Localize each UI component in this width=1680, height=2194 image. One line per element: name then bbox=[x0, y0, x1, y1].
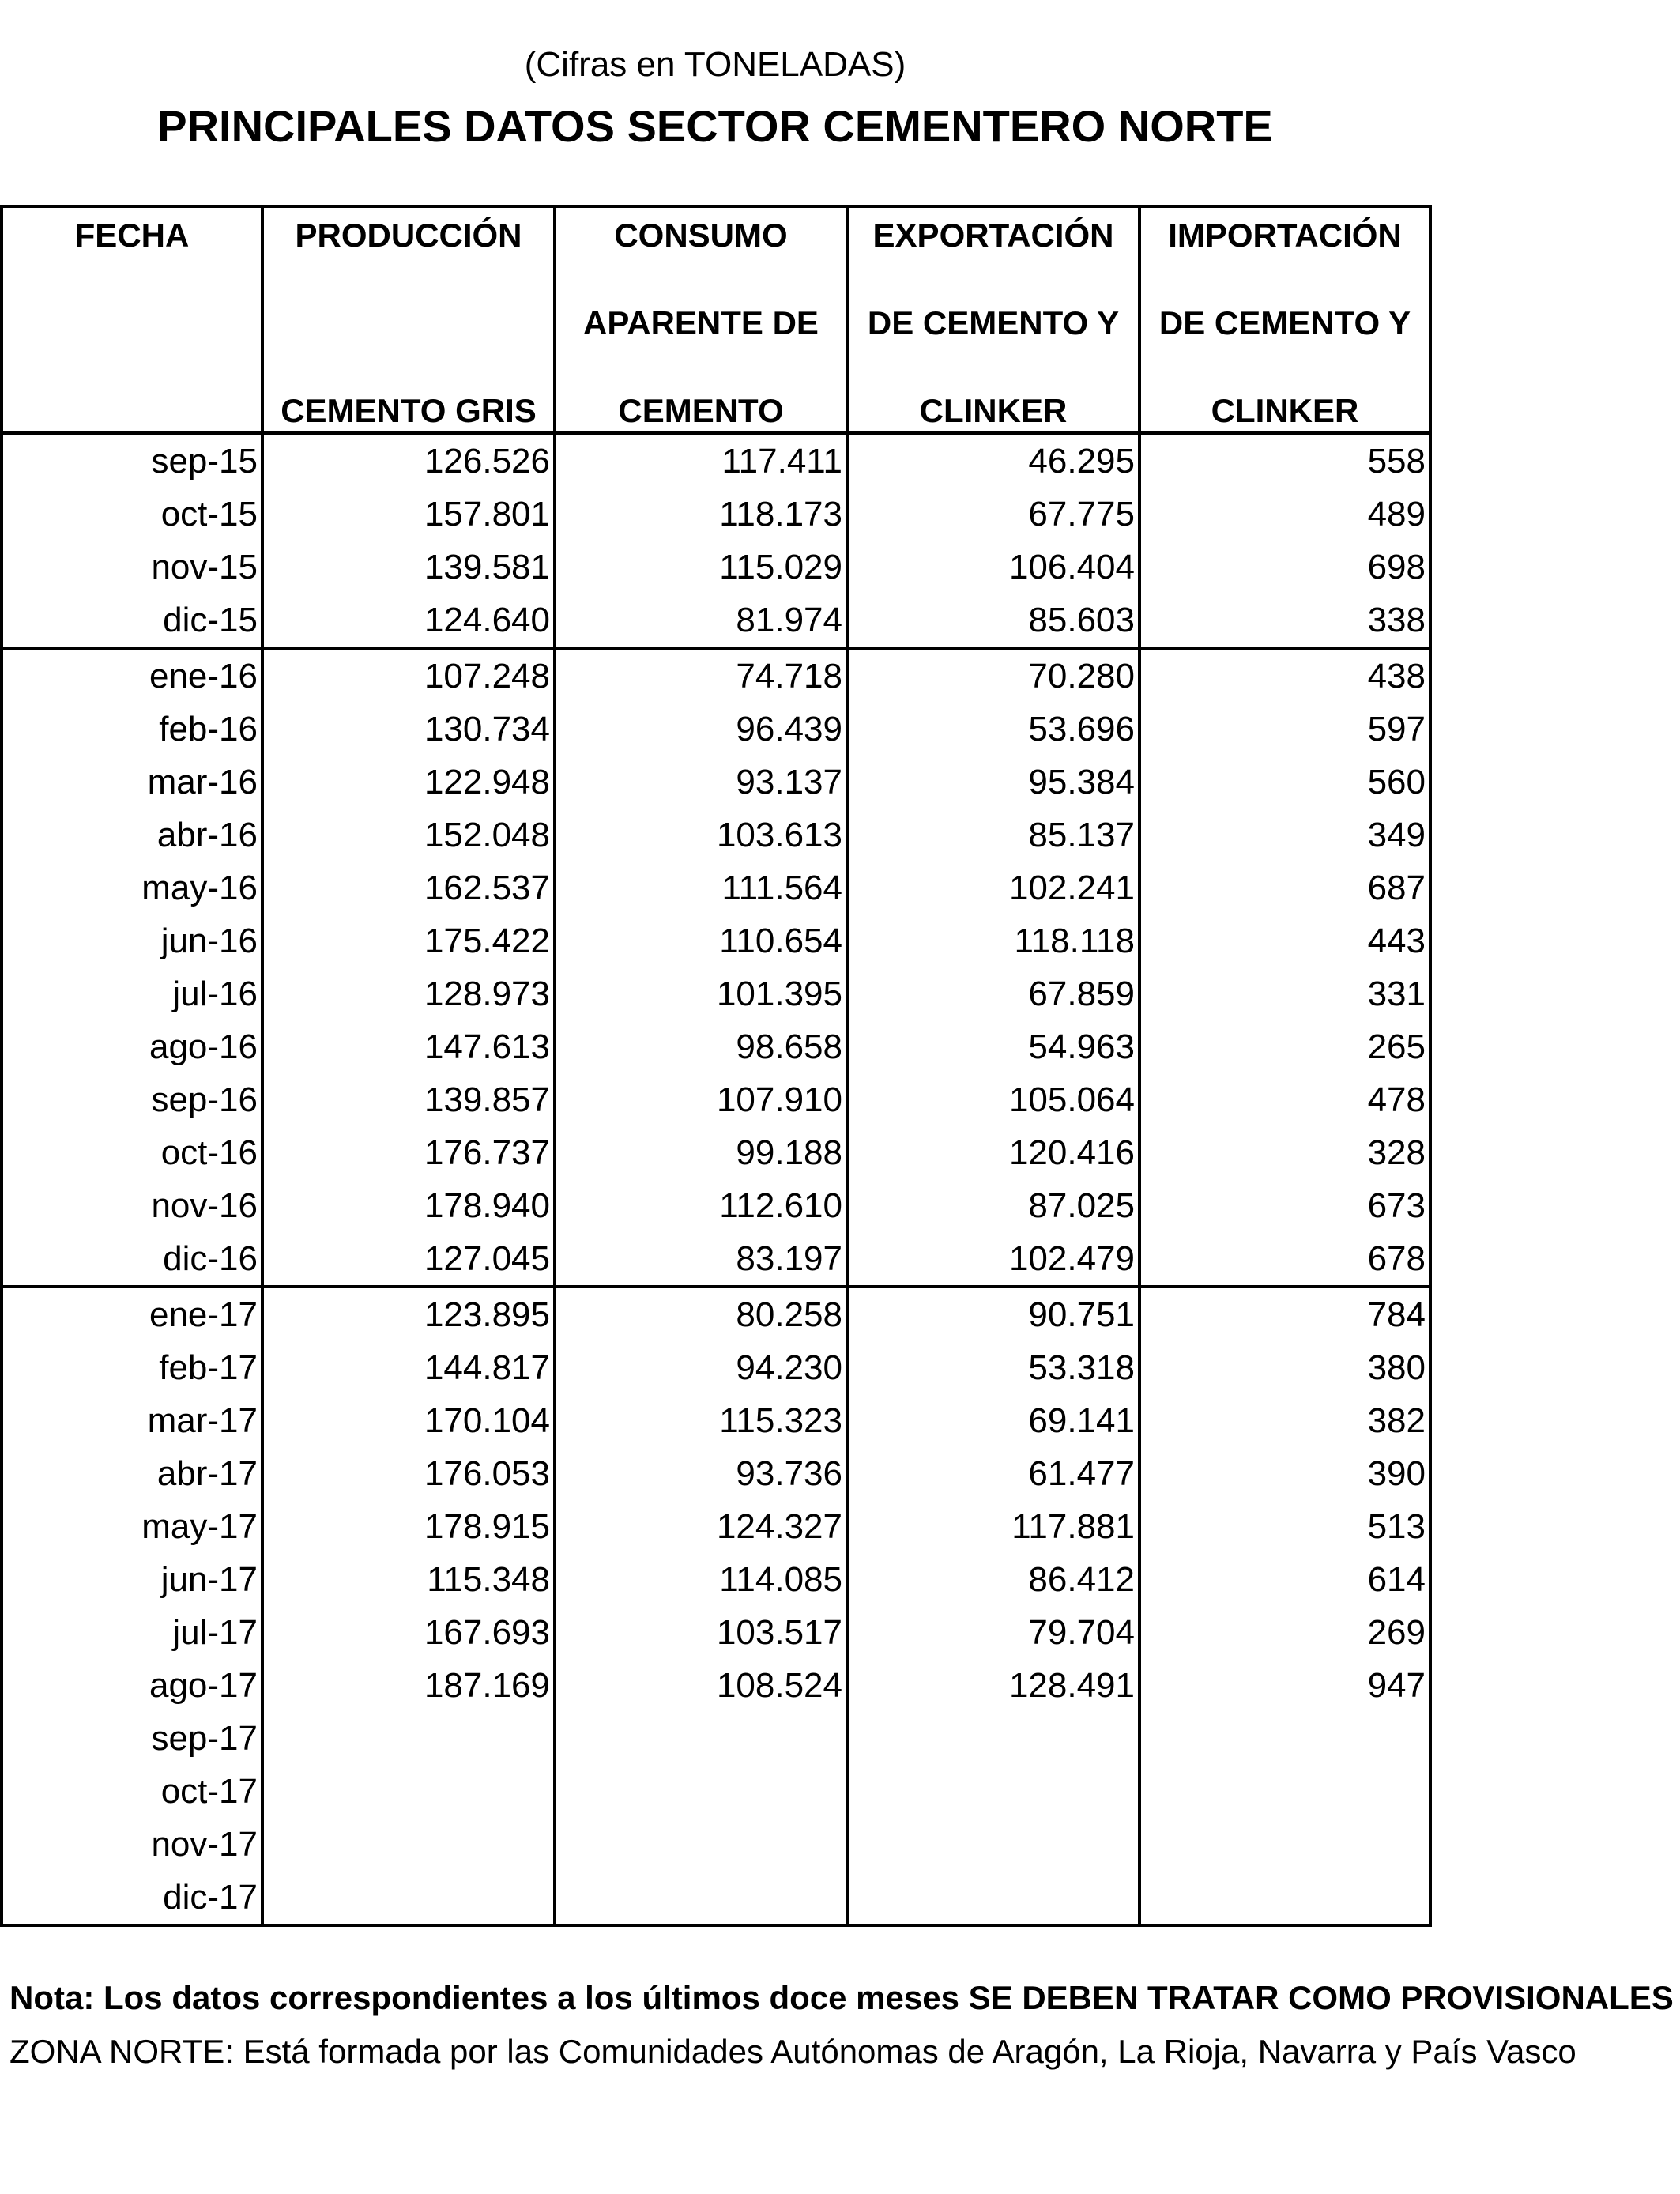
cell-fecha: nov-15 bbox=[2, 541, 262, 594]
cell-fecha: ago-16 bbox=[2, 1020, 262, 1073]
cell-importacion bbox=[1139, 1871, 1430, 1925]
cell-produccion: 178.915 bbox=[262, 1500, 555, 1553]
cell-importacion: 380 bbox=[1139, 1341, 1430, 1394]
cell-produccion: 128.973 bbox=[262, 967, 555, 1020]
cell-exportacion: 46.295 bbox=[847, 433, 1139, 488]
cell-produccion: 130.734 bbox=[262, 703, 555, 756]
cell-consumo: 115.029 bbox=[555, 541, 847, 594]
cell-exportacion: 105.064 bbox=[847, 1073, 1139, 1126]
table-row bbox=[2, 1712, 1430, 1765]
page-subtitle: (Cifras en TONELADAS) bbox=[524, 45, 906, 84]
table-row bbox=[2, 1020, 1430, 1073]
cell-importacion: 687 bbox=[1139, 861, 1430, 914]
table-row bbox=[2, 1126, 1430, 1179]
cell-consumo: 114.085 bbox=[555, 1553, 847, 1606]
cell-produccion: 107.248 bbox=[262, 648, 555, 703]
table-row bbox=[2, 1447, 1430, 1500]
cell-importacion: 489 bbox=[1139, 488, 1430, 541]
cell-importacion: 614 bbox=[1139, 1553, 1430, 1606]
table-row bbox=[2, 1871, 1430, 1925]
cell-consumo: 107.910 bbox=[555, 1073, 847, 1126]
cell-consumo: 83.197 bbox=[555, 1232, 847, 1287]
cell-exportacion: 87.025 bbox=[847, 1179, 1139, 1232]
cell-importacion: 382 bbox=[1139, 1394, 1430, 1447]
cell-consumo: 103.613 bbox=[555, 809, 847, 861]
cell-importacion: 443 bbox=[1139, 914, 1430, 967]
header-produccion bbox=[262, 206, 555, 433]
cell-importacion: 390 bbox=[1139, 1447, 1430, 1500]
cell-importacion: 478 bbox=[1139, 1073, 1430, 1126]
cell-exportacion: 128.491 bbox=[847, 1659, 1139, 1712]
cell-exportacion: 117.881 bbox=[847, 1500, 1139, 1553]
cell-exportacion: 118.118 bbox=[847, 914, 1139, 967]
cell-produccion: 126.526 bbox=[262, 433, 555, 488]
cell-fecha: sep-16 bbox=[2, 1073, 262, 1126]
cell-fecha: may-16 bbox=[2, 861, 262, 914]
table-row bbox=[2, 1659, 1430, 1712]
cell-exportacion: 120.416 bbox=[847, 1126, 1139, 1179]
cell-consumo: 115.323 bbox=[555, 1394, 847, 1447]
cell-importacion: 673 bbox=[1139, 1179, 1430, 1232]
cell-consumo bbox=[555, 1765, 847, 1818]
cell-consumo: 117.411 bbox=[555, 433, 847, 488]
cell-produccion: 176.737 bbox=[262, 1126, 555, 1179]
cell-importacion: 784 bbox=[1139, 1287, 1430, 1341]
header-line bbox=[264, 296, 553, 383]
cell-importacion: 698 bbox=[1139, 541, 1430, 594]
table-row bbox=[2, 488, 1430, 541]
table-body bbox=[2, 433, 1430, 1926]
cell-exportacion: 54.963 bbox=[847, 1020, 1139, 1073]
cell-fecha: feb-16 bbox=[2, 703, 262, 756]
header-exportacion bbox=[847, 206, 1139, 433]
cell-exportacion: 53.318 bbox=[847, 1341, 1139, 1394]
cell-importacion: 947 bbox=[1139, 1659, 1430, 1712]
cell-fecha: abr-16 bbox=[2, 809, 262, 861]
cell-consumo: 98.658 bbox=[555, 1020, 847, 1073]
cell-produccion: 170.104 bbox=[262, 1394, 555, 1447]
cell-consumo: 124.327 bbox=[555, 1500, 847, 1553]
page-title: PRINCIPALES DATOS SECTOR CEMENTERO NORTE bbox=[157, 101, 1273, 151]
cell-consumo: 111.564 bbox=[555, 861, 847, 914]
cell-exportacion: 85.137 bbox=[847, 809, 1139, 861]
header-line bbox=[3, 296, 261, 383]
cell-produccion: 187.169 bbox=[262, 1659, 555, 1712]
cell-fecha: jul-16 bbox=[2, 967, 262, 1020]
cell-fecha: jul-17 bbox=[2, 1606, 262, 1659]
cell-importacion: 338 bbox=[1139, 594, 1430, 648]
cell-consumo bbox=[555, 1712, 847, 1765]
cell-importacion: 265 bbox=[1139, 1020, 1430, 1073]
cell-consumo: 94.230 bbox=[555, 1341, 847, 1394]
cell-fecha: oct-15 bbox=[2, 488, 262, 541]
cell-importacion: 513 bbox=[1139, 1500, 1430, 1553]
note-provisional: Nota: Los datos correspondientes a los últimos doce meses SE DEBEN TRATAR COMO PROVISIONALES bbox=[9, 1979, 1674, 2016]
header-importacion bbox=[1139, 206, 1430, 433]
cell-consumo: 112.610 bbox=[555, 1179, 847, 1232]
cell-importacion bbox=[1139, 1818, 1430, 1871]
cell-produccion: 124.640 bbox=[262, 594, 555, 648]
cell-exportacion: 95.384 bbox=[847, 756, 1139, 809]
cell-produccion: 162.537 bbox=[262, 861, 555, 914]
header-line bbox=[3, 383, 261, 431]
cell-importacion: 558 bbox=[1139, 433, 1430, 488]
header-consumo bbox=[555, 206, 847, 433]
header-line: DE CEMENTO Y bbox=[1158, 304, 1411, 341]
header-fecha bbox=[2, 206, 262, 433]
cell-fecha: ene-16 bbox=[2, 648, 262, 703]
cell-importacion: 331 bbox=[1139, 967, 1430, 1020]
cell-produccion: 122.948 bbox=[262, 756, 555, 809]
cell-fecha: jun-16 bbox=[2, 914, 262, 967]
cell-importacion: 597 bbox=[1139, 703, 1430, 756]
cell-produccion bbox=[262, 1712, 555, 1765]
cell-exportacion bbox=[847, 1765, 1139, 1818]
cell-fecha: ago-17 bbox=[2, 1659, 262, 1712]
cell-consumo: 74.718 bbox=[555, 648, 847, 703]
cell-fecha: oct-17 bbox=[2, 1765, 262, 1818]
cell-importacion: 328 bbox=[1139, 1126, 1430, 1179]
header-line: EXPORTACIÓN bbox=[872, 217, 1114, 254]
cell-produccion: 147.613 bbox=[262, 1020, 555, 1073]
header-line: PRODUCCIÓN bbox=[295, 217, 522, 254]
cell-fecha: sep-15 bbox=[2, 433, 262, 488]
header-line: IMPORTACIÓN bbox=[1168, 217, 1402, 254]
table-row bbox=[2, 433, 1430, 488]
cell-produccion bbox=[262, 1818, 555, 1871]
cell-exportacion: 53.696 bbox=[847, 703, 1139, 756]
cell-produccion bbox=[262, 1871, 555, 1925]
table-row bbox=[2, 1341, 1430, 1394]
cement-data-table bbox=[0, 205, 1432, 1927]
cell-fecha: abr-17 bbox=[2, 1447, 262, 1500]
cell-exportacion bbox=[847, 1818, 1139, 1871]
cell-produccion: 167.693 bbox=[262, 1606, 555, 1659]
cell-exportacion: 79.704 bbox=[847, 1606, 1139, 1659]
cell-importacion: 269 bbox=[1139, 1606, 1430, 1659]
cell-fecha: ene-17 bbox=[2, 1287, 262, 1341]
cell-fecha: mar-16 bbox=[2, 756, 262, 809]
table-row bbox=[2, 1553, 1430, 1606]
cell-consumo: 80.258 bbox=[555, 1287, 847, 1341]
cell-produccion: 139.857 bbox=[262, 1073, 555, 1126]
table-row bbox=[2, 1765, 1430, 1818]
cell-produccion: 152.048 bbox=[262, 809, 555, 861]
cell-fecha: oct-16 bbox=[2, 1126, 262, 1179]
cell-fecha: dic-17 bbox=[2, 1871, 262, 1925]
header-line: CLINKER bbox=[919, 392, 1068, 429]
cell-exportacion: 67.859 bbox=[847, 967, 1139, 1020]
cell-consumo: 118.173 bbox=[555, 488, 847, 541]
cell-exportacion: 90.751 bbox=[847, 1287, 1139, 1341]
header-line: CEMENTO bbox=[618, 392, 784, 429]
cell-exportacion: 61.477 bbox=[847, 1447, 1139, 1500]
cell-fecha: nov-17 bbox=[2, 1818, 262, 1871]
table-row bbox=[2, 914, 1430, 967]
table-row bbox=[2, 703, 1430, 756]
table-row bbox=[2, 809, 1430, 861]
header-line: FECHA bbox=[74, 217, 190, 254]
cell-exportacion bbox=[847, 1712, 1139, 1765]
cell-exportacion: 86.412 bbox=[847, 1553, 1139, 1606]
cell-exportacion bbox=[847, 1871, 1139, 1925]
cell-exportacion: 70.280 bbox=[847, 648, 1139, 703]
cell-consumo bbox=[555, 1818, 847, 1871]
header-row bbox=[2, 206, 1430, 433]
cell-importacion: 678 bbox=[1139, 1232, 1430, 1287]
table-row bbox=[2, 1818, 1430, 1871]
cell-fecha: dic-15 bbox=[2, 594, 262, 648]
cell-produccion: 115.348 bbox=[262, 1553, 555, 1606]
table-row bbox=[2, 967, 1430, 1020]
cell-importacion bbox=[1139, 1765, 1430, 1818]
cell-fecha: jun-17 bbox=[2, 1553, 262, 1606]
cell-fecha: nov-16 bbox=[2, 1179, 262, 1232]
table-row bbox=[2, 1500, 1430, 1553]
cell-fecha: feb-17 bbox=[2, 1341, 262, 1394]
table-row bbox=[2, 648, 1430, 703]
table-row bbox=[2, 1232, 1430, 1287]
cell-fecha: may-17 bbox=[2, 1500, 262, 1553]
table-row bbox=[2, 861, 1430, 914]
table-row bbox=[2, 1073, 1430, 1126]
header-line: APARENTE DE bbox=[583, 304, 819, 341]
cell-consumo: 103.517 bbox=[555, 1606, 847, 1659]
cell-consumo: 101.395 bbox=[555, 967, 847, 1020]
cell-produccion: 175.422 bbox=[262, 914, 555, 967]
cell-exportacion: 69.141 bbox=[847, 1394, 1139, 1447]
cell-consumo: 108.524 bbox=[555, 1659, 847, 1712]
header-line: CLINKER bbox=[1211, 392, 1359, 429]
note-zona-norte: ZONA NORTE: Está formada por las Comunidades Autónomas de Aragón, La Rioja, Navarra y País Vasco bbox=[9, 2033, 1576, 2070]
cell-consumo: 93.736 bbox=[555, 1447, 847, 1500]
cell-produccion: 127.045 bbox=[262, 1232, 555, 1287]
cell-produccion: 123.895 bbox=[262, 1287, 555, 1341]
table-row bbox=[2, 1606, 1430, 1659]
header-line: DE CEMENTO Y bbox=[867, 304, 1120, 341]
cell-produccion: 157.801 bbox=[262, 488, 555, 541]
cell-consumo: 96.439 bbox=[555, 703, 847, 756]
cell-exportacion: 106.404 bbox=[847, 541, 1139, 594]
cell-consumo: 99.188 bbox=[555, 1126, 847, 1179]
cell-produccion: 139.581 bbox=[262, 541, 555, 594]
cell-importacion: 349 bbox=[1139, 809, 1430, 861]
header-line: CEMENTO GRIS bbox=[281, 392, 537, 429]
cell-exportacion: 102.241 bbox=[847, 861, 1139, 914]
cell-produccion: 176.053 bbox=[262, 1447, 555, 1500]
cell-exportacion: 85.603 bbox=[847, 594, 1139, 648]
cell-consumo: 81.974 bbox=[555, 594, 847, 648]
cell-produccion: 144.817 bbox=[262, 1341, 555, 1394]
cell-produccion: 178.940 bbox=[262, 1179, 555, 1232]
table-row bbox=[2, 756, 1430, 809]
cell-fecha: dic-16 bbox=[2, 1232, 262, 1287]
table-row bbox=[2, 594, 1430, 648]
table-row bbox=[2, 1394, 1430, 1447]
cell-consumo: 93.137 bbox=[555, 756, 847, 809]
cell-consumo bbox=[555, 1871, 847, 1925]
cell-produccion bbox=[262, 1765, 555, 1818]
cell-exportacion: 67.775 bbox=[847, 488, 1139, 541]
table-row bbox=[2, 1179, 1430, 1232]
cell-fecha: sep-17 bbox=[2, 1712, 262, 1765]
table-row bbox=[2, 541, 1430, 594]
table-row bbox=[2, 1287, 1430, 1341]
cell-consumo: 110.654 bbox=[555, 914, 847, 967]
header-line: CONSUMO bbox=[614, 217, 788, 254]
cell-importacion bbox=[1139, 1712, 1430, 1765]
cell-fecha: mar-17 bbox=[2, 1394, 262, 1447]
cell-exportacion: 102.479 bbox=[847, 1232, 1139, 1287]
cell-importacion: 438 bbox=[1139, 648, 1430, 703]
cell-importacion: 560 bbox=[1139, 756, 1430, 809]
